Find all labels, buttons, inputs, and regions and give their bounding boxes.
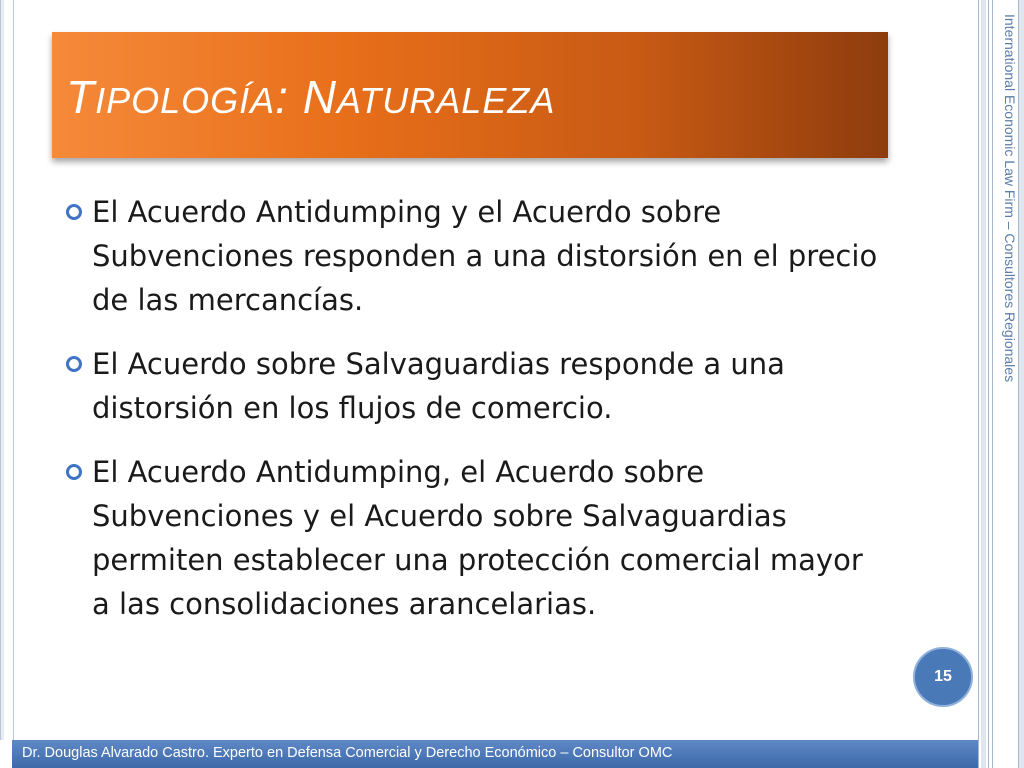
bullet-item — [66, 190, 886, 322]
bullet-text: El Acuerdo Antidumping y el Acuerdo sobre Subvenciones responden a una distorsión en el precio de las mercancías. — [92, 195, 878, 317]
footer-text: Dr. Douglas Alvarado Castro. Experto en Defensa Comercial y Derecho Económico – Consultor OMC — [22, 745, 673, 761]
left-frame-border — [0, 0, 14, 740]
vertical-side-caption: International Economic Law Firm – Consultores Regionales — [1002, 14, 1018, 383]
slide-title: TIPOLOGÍA: NATURALEZA — [66, 71, 556, 123]
circle-bullet-icon — [66, 204, 82, 220]
bullet-list — [66, 190, 886, 646]
circle-bullet-icon — [66, 464, 82, 480]
circle-bullet-icon — [66, 356, 82, 372]
bullet-text: El Acuerdo sobre Salvaguardias responde a una distorsión en los flujos de comercio. — [92, 347, 785, 425]
bullet-item — [66, 342, 886, 430]
bullet-item — [66, 450, 886, 626]
bullet-text: El Acuerdo Antidumping, el Acuerdo sobre Subvenciones y el Acuerdo sobre Salvaguardias permiten establecer una protección comercial mayor a las consolidaciones arancelarias. — [92, 455, 863, 621]
page-number-badge: 15 — [913, 647, 973, 707]
